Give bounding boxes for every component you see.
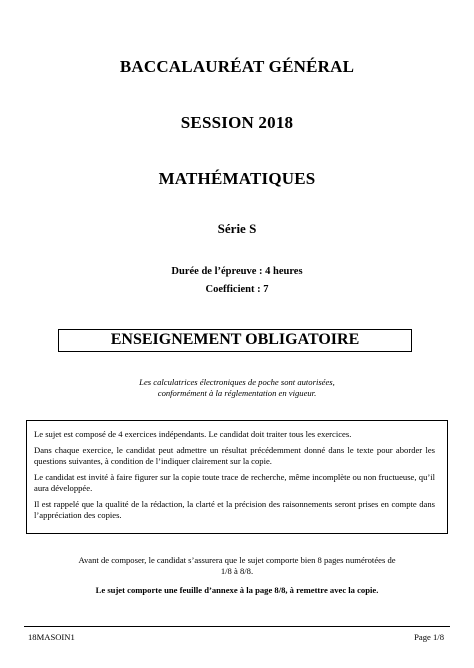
instruction-paragraph: Le sujet est composé de 4 exercices indépendants. Le candidat doit traiter tous les exercices. [34, 429, 352, 439]
footer-page-number: Page 1/8 [414, 632, 444, 642]
instruction-paragraph: Il est rappelé que la qualité de la rédaction, la clarté et la précision des raisonnements seront prises en compte dans l’appréciation des copies. [34, 499, 435, 520]
calculator-note [90, 377, 384, 399]
subject-title: MATHÉMATIQUES [158, 169, 316, 188]
instruction-paragraph: Le candidat est invité à faire figurer sur la copie toute trace de recherche, même incomplète ou non fructueuse, qu’il aura développée. [34, 472, 435, 493]
pages-note [40, 555, 434, 577]
session-title: SESSION 2018 [180, 113, 294, 132]
annex-note: Le sujet comporte une feuille d’annexe à la page 8/8, à remettre avec la copie. [95, 585, 379, 595]
coefficient-label: Coefficient : 7 [205, 284, 269, 295]
footer-divider [24, 626, 450, 627]
pages-note-line-2: 1/8 à 8/8. [220, 566, 254, 576]
footer-code: 18MASOIN1 [28, 632, 75, 642]
exam-title: BACCALAURÉAT GÉNÉRAL [119, 57, 355, 76]
calculator-note-line-1: Les calculatrices électroniques de poche sont autorisées, [139, 377, 335, 387]
instructions-box [26, 420, 448, 534]
pages-note-line-1: Avant de composer, le candidat s’assurera que le sujet comporte bien 8 pages numérotées de [78, 555, 396, 565]
calculator-note-line-2: conformément à la réglementation en vigueur. [157, 388, 317, 398]
instruction-paragraph: Dans chaque exercice, le candidat peut admettre un résultat précédemment donné dans le texte pour aborder les questions suivantes, à condition de l’indiquer clairement sur la copie. [34, 445, 435, 466]
duration-label: Durée de l’épreuve : 4 heures [171, 266, 303, 277]
series-label: Série S [217, 221, 257, 236]
section-title: ENSEIGNEMENT OBLIGATOIRE [110, 331, 360, 348]
section-title-box [58, 329, 412, 352]
